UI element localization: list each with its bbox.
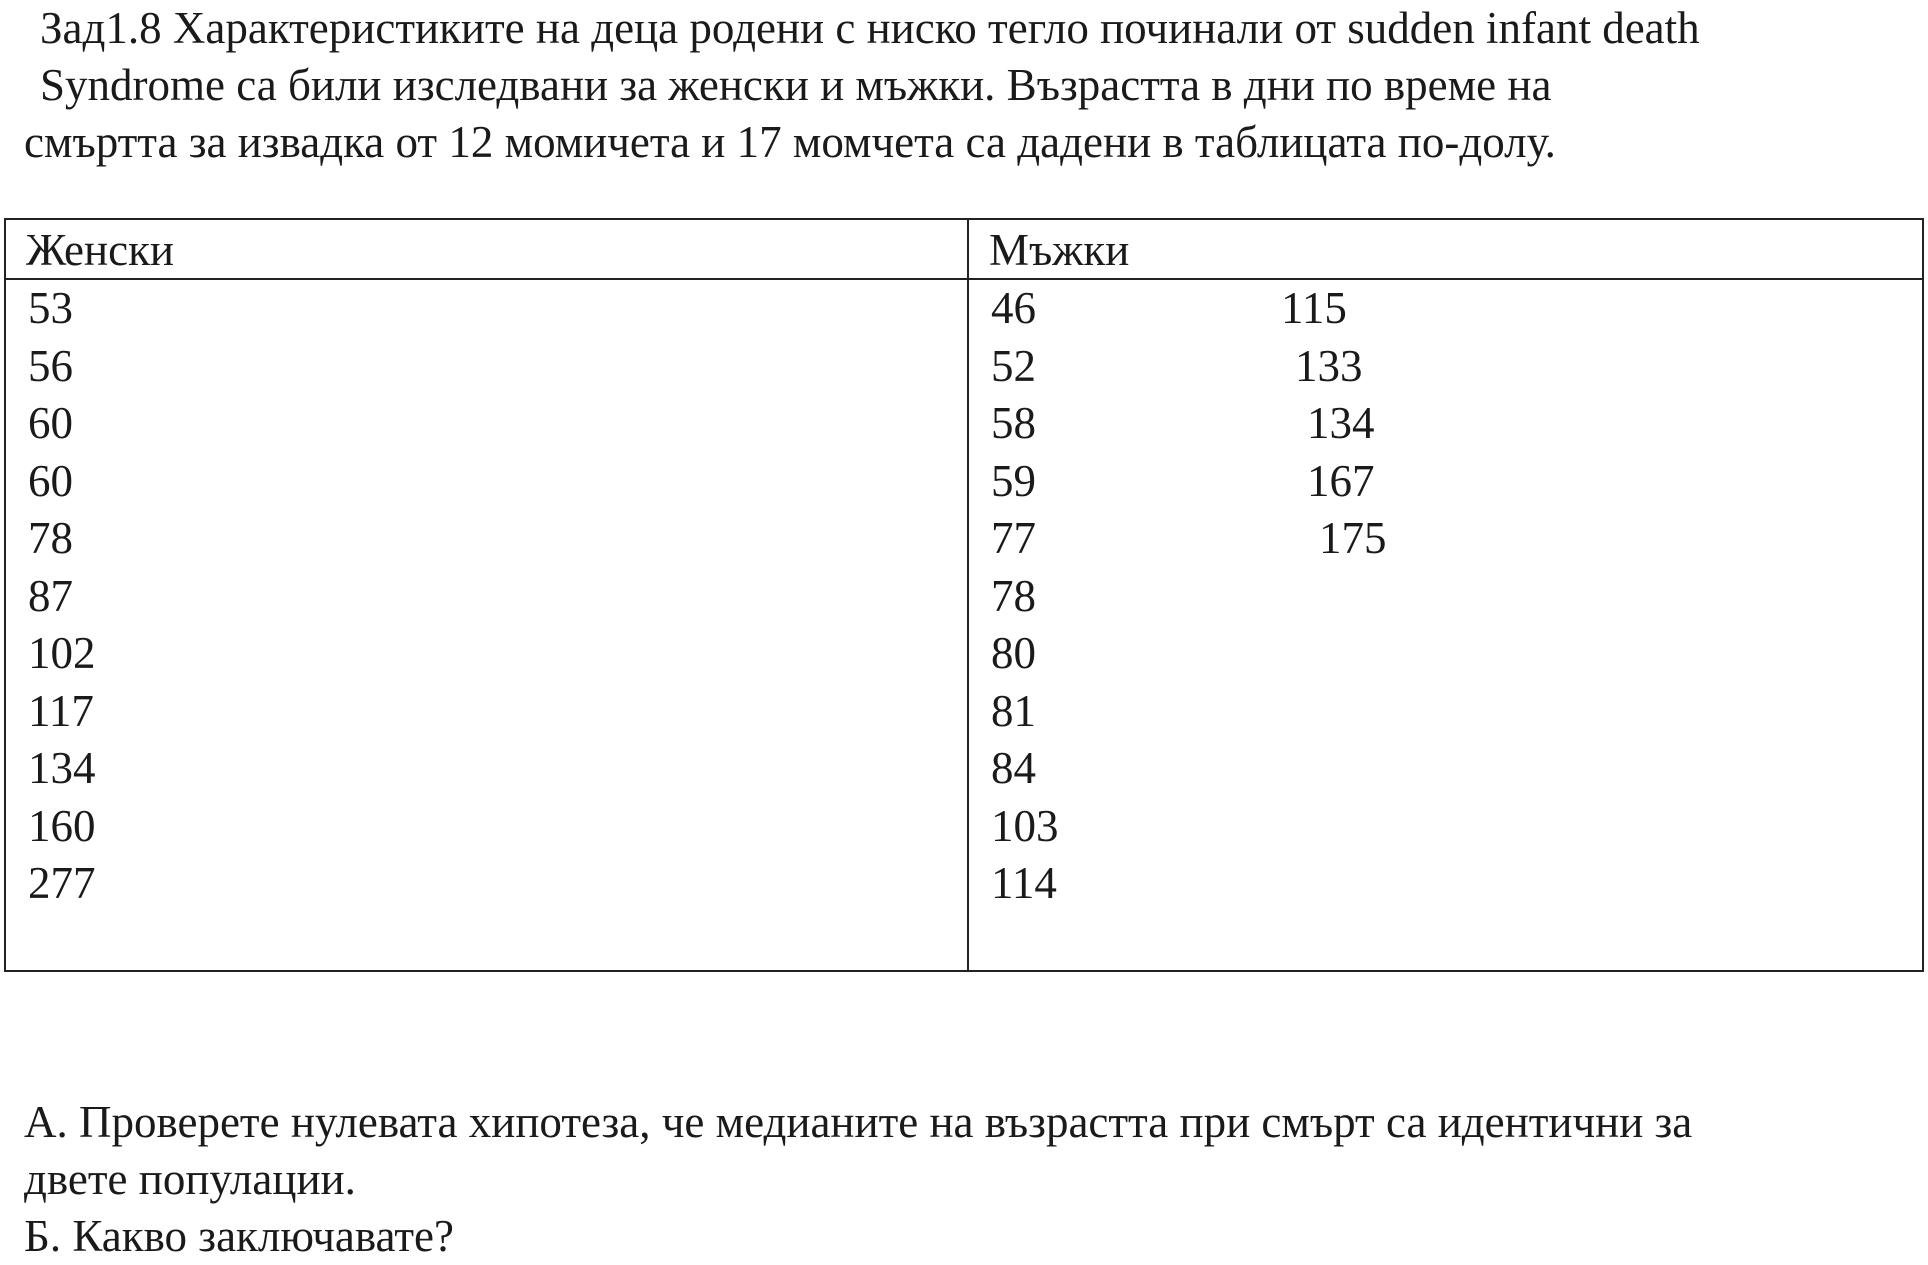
male-value: 77 <box>991 513 1036 563</box>
question-b: Б. Какво заключавате? <box>24 1211 454 1261</box>
question-a-line-2: двете популации. <box>24 1154 356 1204</box>
male-value: 167 <box>1307 455 1375 506</box>
female-value: 102 <box>28 628 96 678</box>
female-value: 277 <box>28 858 96 908</box>
questions <box>24 1094 1904 1265</box>
male-value: 78 <box>991 570 1036 621</box>
female-value: 60 <box>28 455 73 506</box>
header-male: Мъжки <box>989 225 1130 275</box>
male-values-second-column <box>1281 280 1387 568</box>
male-value: 133 <box>1295 340 1363 391</box>
male-value: 59 <box>991 455 1036 506</box>
male-value: 58 <box>991 398 1036 448</box>
male-value: 80 <box>991 628 1036 678</box>
female-values <box>28 280 96 913</box>
female-value: 87 <box>28 570 73 621</box>
female-value: 53 <box>28 283 73 333</box>
male-values-first-column <box>991 280 1059 913</box>
problem-statement-line-3: смъртта за извадка от 12 момичета и 17 момчета са дадени в таблицата по-долу. <box>24 117 1556 167</box>
female-value: 160 <box>28 800 96 851</box>
data-table <box>4 218 1924 972</box>
male-value: 46 <box>991 283 1036 333</box>
female-value: 117 <box>28 685 94 736</box>
male-value: 84 <box>991 743 1036 793</box>
column-divider <box>967 220 969 970</box>
male-value: 115 <box>1281 283 1347 333</box>
female-value: 134 <box>28 743 96 793</box>
question-a-line-1: А. Проверете нулевата хипотеза, че медианите на възрастта при смърт са идентични за <box>24 1097 1693 1147</box>
male-value: 175 <box>1319 513 1387 563</box>
male-value: 81 <box>991 685 1036 736</box>
problem-statement <box>24 0 1904 171</box>
female-value: 56 <box>28 340 73 391</box>
header-rule <box>6 278 1922 280</box>
header-female: Женски <box>26 225 175 275</box>
female-value: 60 <box>28 398 73 448</box>
male-value: 103 <box>991 800 1059 851</box>
problem-statement-line-1: Зад1.8 Характеристиките на деца родени с ниско тегло починали от sudden infant death <box>40 3 1700 53</box>
female-value: 78 <box>28 513 73 563</box>
male-value: 52 <box>991 340 1036 391</box>
problem-statement-line-2: Syndrome са били изследвани за женски и мъжки. Възрастта в дни по време на <box>40 60 1552 110</box>
male-value: 114 <box>991 858 1057 908</box>
male-value: 134 <box>1307 398 1375 448</box>
